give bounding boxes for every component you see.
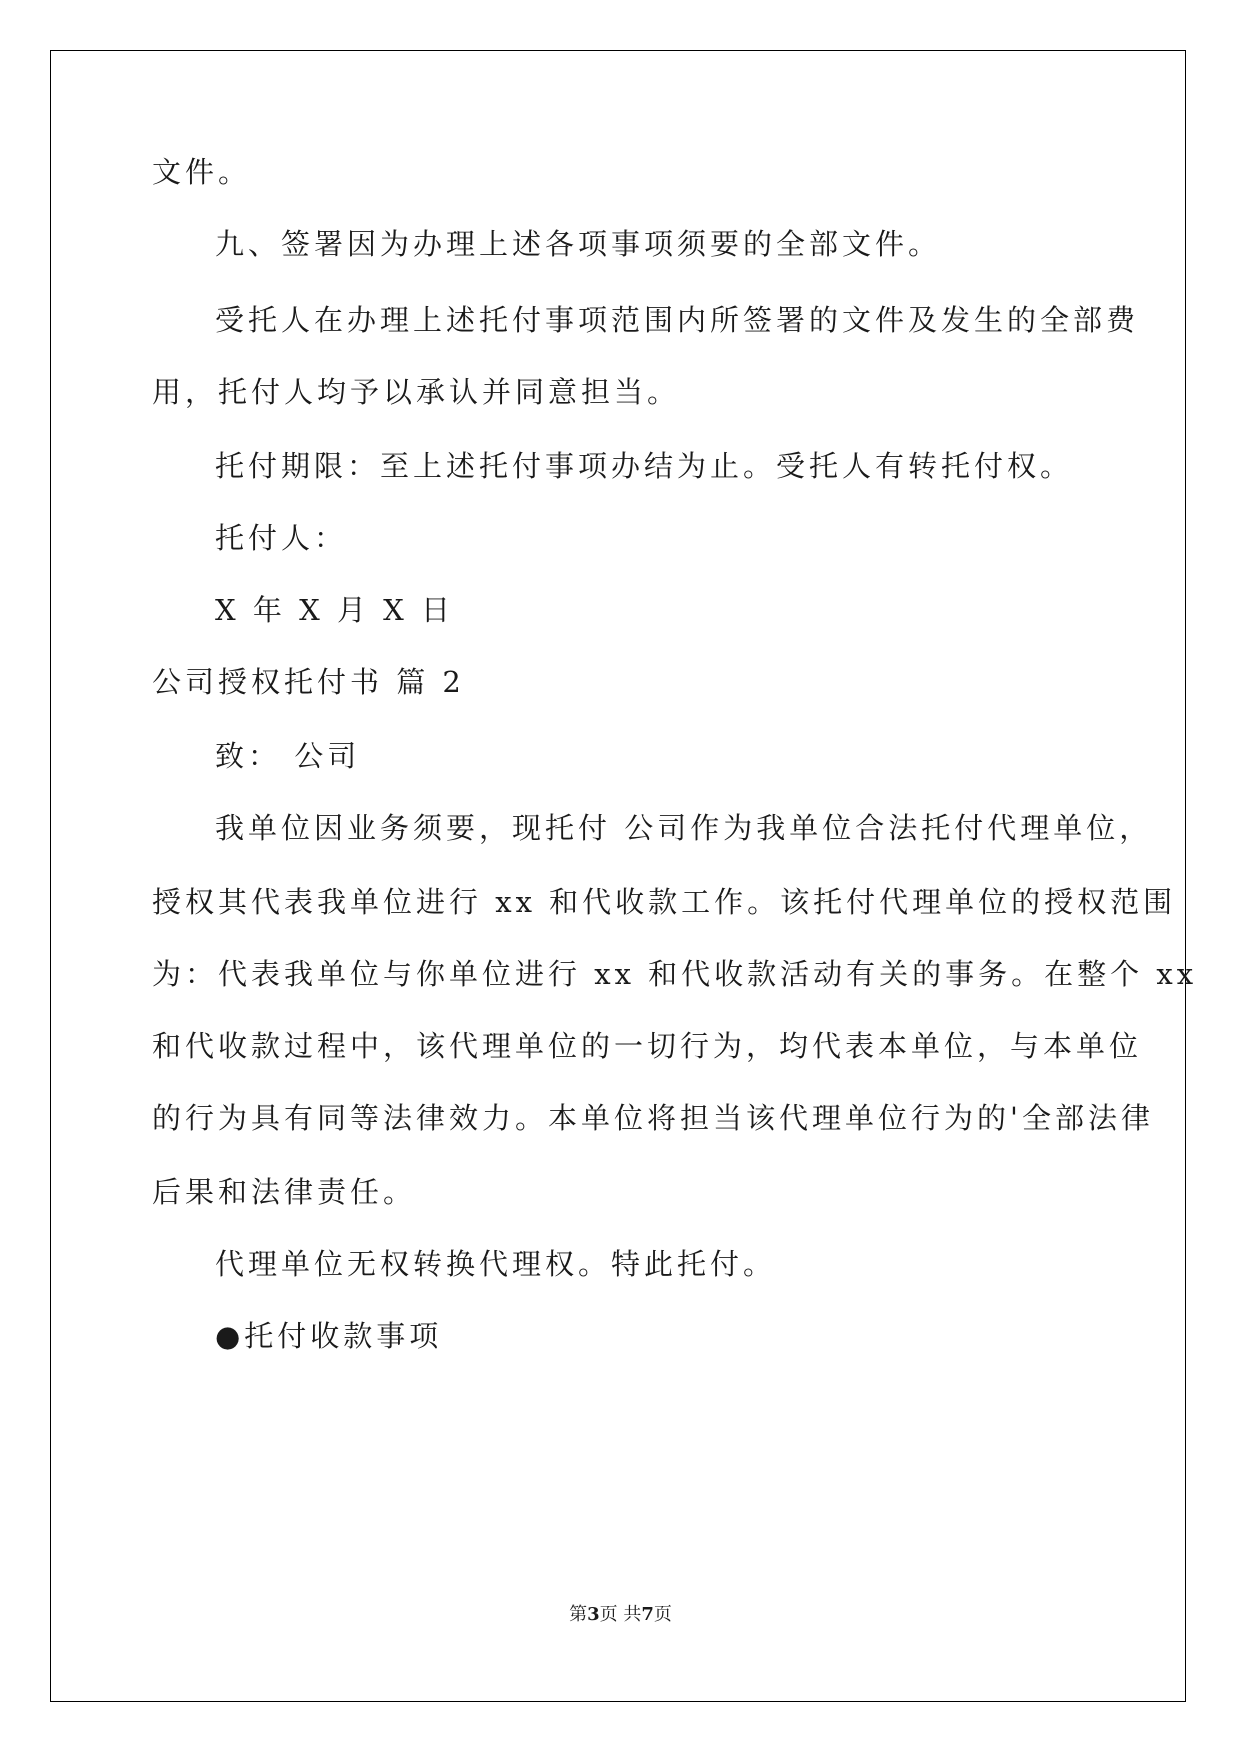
- text-line: 九、签署因为办理上述各项事项须要的全部文件。: [215, 227, 942, 261]
- text-line: 的行为具有同等法律效力。本单位将担当该代理单位行为的'全部法律: [152, 1101, 1154, 1135]
- text-line: 托付期限：至上述托付事项办结为止。受托人有转托付权。: [215, 449, 1074, 483]
- total-pages: 7: [641, 1604, 654, 1625]
- section-title: 公司授权托付书 篇 2: [152, 665, 465, 699]
- text-line: 和代收款过程中，该代理单位的一切行为，均代表本单位，与本单位: [152, 1029, 1143, 1063]
- text-line: 托付人：: [215, 521, 348, 555]
- text-line: 我单位因业务须要，现托付 公司作为我单位合法托付代理单位，: [215, 811, 1153, 845]
- page-footer: [0, 1600, 1241, 1626]
- text-line: 文件。: [152, 155, 252, 189]
- text-line: 后果和法律责任。: [152, 1175, 417, 1209]
- text-line: 代理单位无权转换代理权。特此托付。: [215, 1247, 777, 1281]
- text-line: 用，托付人均予以承认并同意担当。: [152, 375, 681, 409]
- footer-mid: 页 共: [599, 1604, 642, 1625]
- page-number: 3: [587, 1604, 600, 1625]
- text-line: 受托人在办理上述托付事项范围内所签署的文件及发生的全部费: [215, 303, 1140, 337]
- text-line: 授权其代表我单位进行 xx 和代收款工作。该托付代理单位的授权范围: [152, 885, 1177, 919]
- page-border: [50, 50, 1186, 1702]
- footer-suffix: 页: [653, 1604, 672, 1625]
- bullet-line: ●托付收款事项: [215, 1319, 443, 1353]
- date-line: X 年 X 月 X 日: [215, 593, 455, 627]
- addressee-line: 致： 公司: [215, 739, 361, 773]
- footer-prefix: 第: [569, 1604, 588, 1625]
- text-line: 为：代表我单位与你单位进行 xx 和代收款活动有关的事务。在整个 xx: [152, 957, 1198, 991]
